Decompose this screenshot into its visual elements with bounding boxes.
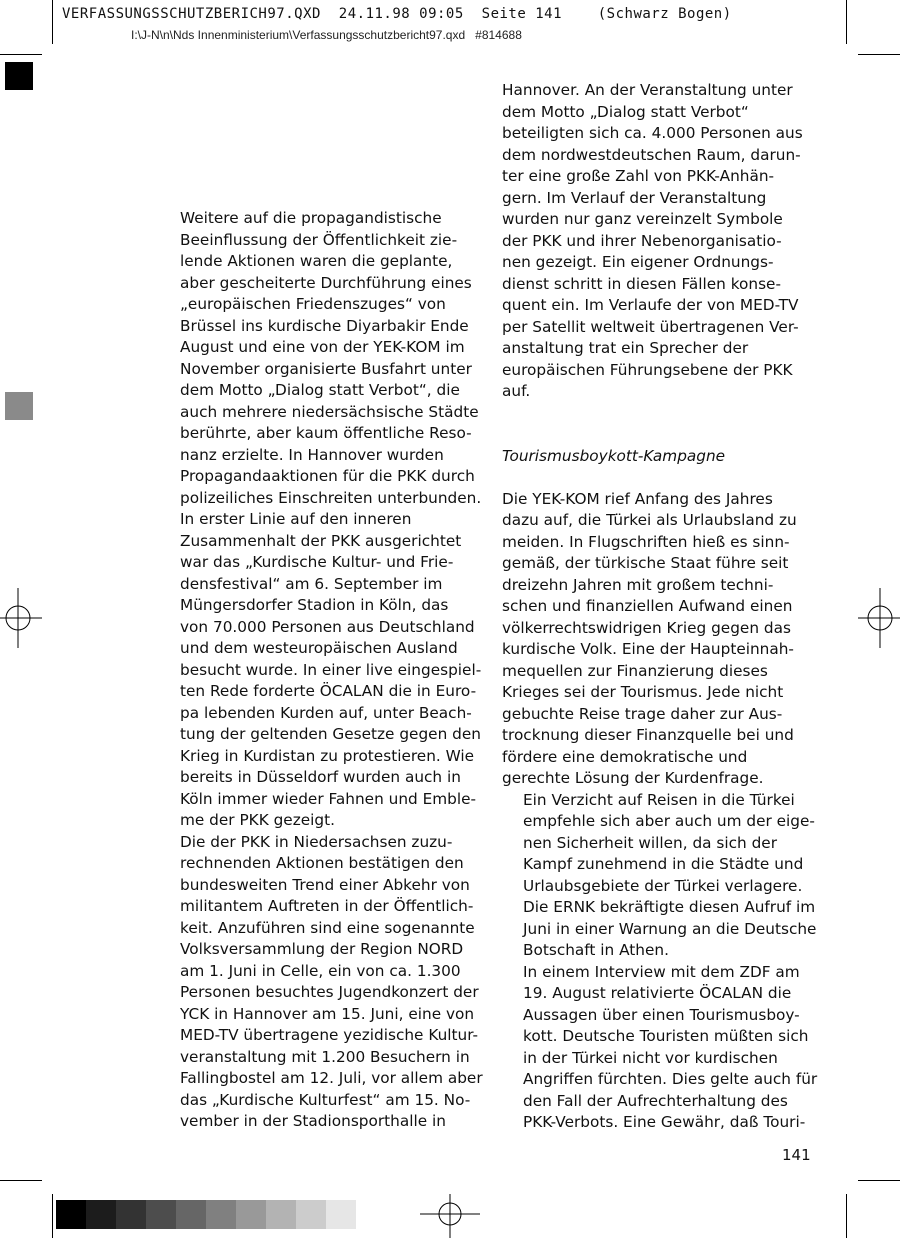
text-line: Angriffen fürchten. Dies gelte auch für xyxy=(523,1070,818,1088)
text-line: gemäß, der türkische Staat führe seit xyxy=(502,554,789,572)
text-line: Personen besuchtes Jugendkonzert der xyxy=(180,983,479,1001)
text-line: Die YEK-KOM rief Anfang des Jahres xyxy=(502,489,773,508)
text-line: das „Kurdische Kulturfest“ am 15. No- xyxy=(180,1090,471,1109)
paragraph xyxy=(502,962,822,1134)
text-line: Ein Verzicht auf Reisen in die Türkei xyxy=(523,790,795,809)
text-line: ten Rede forderte ÖCALAN die in Euro- xyxy=(180,682,477,700)
text-line: Die ERNK bekräftigte diesen Aufruf im xyxy=(523,898,816,916)
text-line: Aussagen über einen Tourismusboy- xyxy=(523,1005,800,1024)
text-line: nanz erzielte. In Hannover wurden xyxy=(180,445,444,464)
text-line: In erster Linie auf den inneren xyxy=(180,510,412,528)
text-line: trocknung dieser Finanzquelle bei und xyxy=(502,726,794,744)
color-swatch xyxy=(56,1200,86,1229)
text-line: nen Sicherheit willen, da sich der xyxy=(523,833,778,852)
text-line: Beeinflussung der Öffentlichkeit zie- xyxy=(180,230,458,249)
text-line: Hannover. An der Veranstaltung unter xyxy=(502,81,793,99)
text-line: am 1. Juni in Celle, ein von ca. 1.300 xyxy=(180,961,461,980)
crop-mark xyxy=(858,1180,900,1181)
text-line: Brüssel ins kurdische Diyarbakir Ende xyxy=(180,316,469,335)
paragraph xyxy=(502,80,822,403)
color-swatch xyxy=(266,1200,296,1229)
text-line: war das „Kurdische Kultur- und Frie- xyxy=(180,553,454,571)
text-line: auf. xyxy=(502,382,531,400)
text-line: kurdische Volk. Eine der Haupteinnah- xyxy=(502,640,794,658)
text-line: Müngersdorfer Stadion in Köln, das xyxy=(180,596,449,614)
paragraph xyxy=(502,790,822,962)
text-line: me der PKK gezeigt. xyxy=(180,811,335,829)
text-line: Krieg in Kurdistan zu protestieren. Wie xyxy=(180,746,475,765)
text-line: August und eine von der YEK-KOM im xyxy=(180,338,465,356)
color-swatch xyxy=(236,1200,266,1229)
text-line: militantem Auftreten in der Öffentlich- xyxy=(180,897,474,915)
paragraph xyxy=(159,208,482,509)
crop-mark xyxy=(858,54,900,55)
text-line: veranstaltung mit 1.200 Besuchern in xyxy=(180,1047,470,1066)
crop-mark xyxy=(846,1194,847,1238)
text-line: kott. Deutsche Touristen müßten sich xyxy=(523,1027,809,1045)
left-column xyxy=(159,208,483,1133)
text-line: europäischen Führungsebene der PKK xyxy=(502,360,793,379)
text-line: völkerrechtswidrigen Krieg gegen das xyxy=(502,618,791,637)
text-line: fördere eine demokratische und xyxy=(502,747,748,766)
text-line: und dem westeuropäischen Ausland xyxy=(180,639,458,657)
paragraph xyxy=(159,832,483,1133)
crop-mark xyxy=(52,0,53,44)
text-line: Kampf zunehmend in die Städte und xyxy=(523,855,804,873)
text-line: MED-TV übertragene yezidische Kultur- xyxy=(180,1026,479,1044)
text-line: schen und finanziellen Aufwand einen xyxy=(502,597,793,615)
paragraph xyxy=(502,489,822,790)
text-line: dem Motto „Dialog statt Verbot“, die xyxy=(180,381,460,399)
registration-mark-bottom xyxy=(420,1194,480,1238)
text-line: dreizehn Jahren mit großem techni- xyxy=(502,575,774,594)
color-swatch xyxy=(206,1200,236,1229)
text-line: polizeiliches Einschreiten unterbunden. xyxy=(180,488,482,507)
text-line: von 70.000 Personen aus Deutschland xyxy=(180,617,475,636)
text-line: PKK-Verbots. Eine Gewähr, daß Touri- xyxy=(523,1113,806,1131)
text-line: dazu auf, die Türkei als Urlaubsland zu xyxy=(502,511,797,529)
text-line: Zusammenhalt der PKK ausgerichtet xyxy=(180,531,462,550)
text-line: empfehle sich aber auch um der eige- xyxy=(523,812,815,830)
text-line: In einem Interview mit dem ZDF am xyxy=(523,962,800,981)
file-path: I:\J-N\n\Nds Innenministerium\Verfassungsschutzbericht97.qxd #814688 xyxy=(131,28,522,42)
text-line: nen gezeigt. Ein eigener Ordnungs- xyxy=(502,253,774,271)
text-line: Die der PKK in Niedersachsen zuzu- xyxy=(180,832,453,851)
text-line: Köln immer wieder Fahnen und Emble- xyxy=(180,789,477,808)
text-line: bereits in Düsseldorf wurden auch in xyxy=(180,768,461,786)
color-swatch xyxy=(326,1200,356,1229)
text-line: berührte, aber kaum öffentliche Reso- xyxy=(180,424,472,442)
text-line: gern. Im Verlauf der Veranstaltung xyxy=(502,188,767,207)
text-line: beteiligten sich ca. 4.000 Personen aus xyxy=(502,124,803,142)
text-line: dem nordwestdeutschen Raum, darun- xyxy=(502,145,801,164)
text-line: pa lebenden Kurden auf, unter Beach- xyxy=(180,703,472,722)
color-swatch xyxy=(146,1200,176,1229)
gray-square-mark xyxy=(5,392,33,420)
text-line: rechnenden Aktionen bestätigen den xyxy=(180,854,464,872)
text-line: November organisierte Busfahrt unter xyxy=(180,359,472,378)
text-line: Urlaubsgebiete der Türkei verlagere. xyxy=(523,876,803,895)
text-line: wurden nur ganz vereinzelt Symbole xyxy=(502,210,783,228)
crop-mark xyxy=(0,54,42,55)
text-line: den Fall der Aufrechterhaltung des xyxy=(523,1091,788,1110)
text-line: dem Motto „Dialog statt Verbot“ xyxy=(502,102,749,121)
paragraph xyxy=(159,509,482,832)
text-line: Fallingbostel am 12. Juli, vor allem aber xyxy=(180,1069,483,1087)
text-line: „europäischen Friedenszuges“ von xyxy=(180,295,446,313)
text-line: Botschaft in Athen. xyxy=(523,941,669,959)
text-line: der PKK und ihrer Nebenorganisatio- xyxy=(502,231,782,250)
registration-mark-left xyxy=(0,588,44,648)
color-swatch xyxy=(176,1200,206,1229)
text-line: Juni in einer Warnung an die Deutsche xyxy=(523,919,817,938)
text-line: YCK in Hannover am 15. Juni, eine von xyxy=(180,1004,475,1023)
text-line: 19. August relativierte ÖCALAN die xyxy=(523,984,792,1002)
text-line: ter eine große Zahl von PKK-Anhän- xyxy=(502,167,775,185)
crop-mark xyxy=(846,0,847,44)
text-line: Weitere auf die propagandistische xyxy=(180,209,442,227)
text-line: Propagandaaktionen für die PKK durch xyxy=(180,467,475,485)
text-line: gebuchte Reise trage daher zur Aus- xyxy=(502,704,783,723)
text-line: aber gescheiterte Durchführung eines xyxy=(180,273,472,292)
color-swatch xyxy=(296,1200,326,1229)
registration-mark-right xyxy=(856,588,900,648)
text-line: tung der geltenden Gesetze gegen den xyxy=(180,725,481,743)
text-line: mequellen zur Finanzierung dieses xyxy=(502,661,768,680)
color-swatch xyxy=(86,1200,116,1229)
text-line: keit. Anzuführen sind eine sogenannte xyxy=(180,918,475,937)
text-line: quent ein. Im Verlaufe der von MED-TV xyxy=(502,296,799,314)
black-square-mark xyxy=(5,62,33,90)
text-line: in der Türkei nicht vor kurdischen xyxy=(523,1048,778,1067)
text-line: Krieges sei der Tourismus. Jede nicht xyxy=(502,683,784,701)
text-line: anstaltung trat ein Sprecher der xyxy=(502,339,749,357)
text-line: besucht wurde. In einer live eingespiel- xyxy=(180,660,482,679)
right-column xyxy=(502,80,822,1134)
color-control-strip xyxy=(56,1200,356,1229)
crop-mark xyxy=(0,1180,42,1181)
text-line: Volksversammlung der Region NORD xyxy=(180,940,464,958)
text-line: vember in der Stadionsporthalle in xyxy=(180,1112,446,1130)
page-number: 141 xyxy=(782,1146,811,1164)
section-heading: Tourismusboykott-Kampagne xyxy=(502,446,726,465)
text-line: per Satellit weltweit übertragenen Ver- xyxy=(502,317,799,336)
text-line: dienst schritt in diesen Fällen konse- xyxy=(502,274,781,293)
text-line: bundesweiten Trend einer Abkehr von xyxy=(180,875,470,894)
crop-mark xyxy=(52,1194,53,1238)
file-slug: VERFASSUNGSSCHUTZBERICH97.QXD 24.11.98 09:05 Seite 141 (Schwarz Bogen) xyxy=(62,6,732,22)
text-line: densfestival“ am 6. September im xyxy=(180,574,443,593)
text-line: auch mehrere niedersächsische Städte xyxy=(180,402,479,421)
text-line: meiden. In Flugschriften hieß es sinn- xyxy=(502,532,790,551)
text-line: lende Aktionen waren die geplante, xyxy=(180,252,453,270)
color-swatch xyxy=(116,1200,146,1229)
text-line: gerechte Lösung der Kurdenfrage. xyxy=(502,769,764,787)
